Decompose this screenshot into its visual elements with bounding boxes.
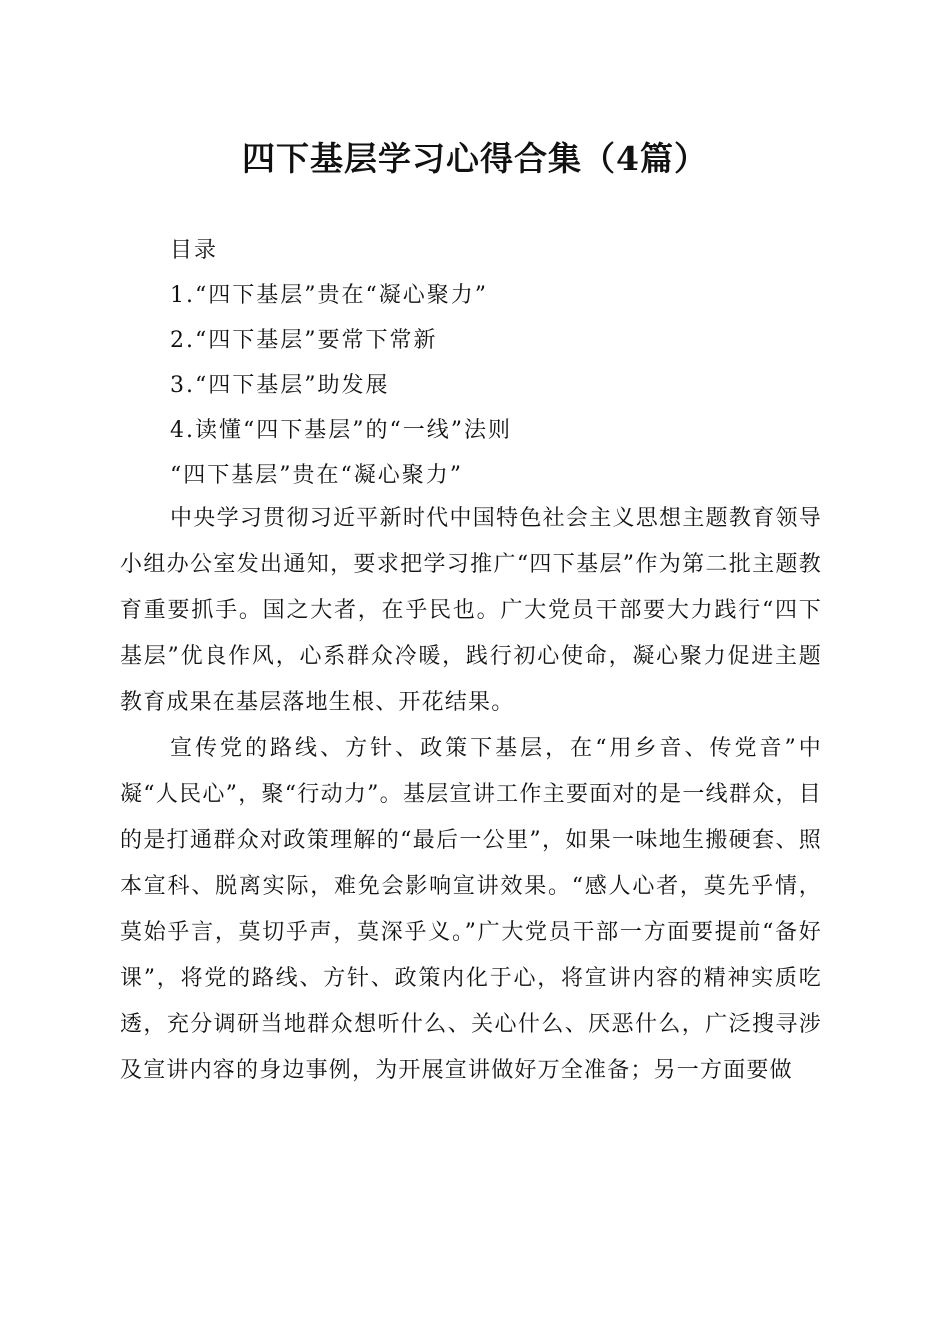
document-title: 四下基层学习心得合集（4篇）: [242, 139, 708, 178]
paragraph: 中央学习贯彻习近平新时代中国特色社会主义思想主题教育领导小组办公室发出通知，要求把学习推广“四下基层”作为第二批主题教育重要抓手。国之大者，在乎民也。广大党员干部要大力践行“四下基层”优良作风，心系群众冷暖，践行初心使命，凝心聚力促进主题教育成果在基层落地生根、开花结果。: [120, 506, 822, 715]
table-of-contents: [170, 228, 830, 498]
toc-item: 4.读懂“四下基层”的“一线”法则: [170, 418, 512, 443]
section-title: “四下基层”贵在“凝心聚力”: [170, 463, 463, 488]
toc-item: 3.“四下基层”助发展: [170, 373, 390, 398]
toc-item: 1.“四下基层”贵在“凝心聚力”: [170, 283, 488, 308]
toc-heading: 目录: [170, 238, 219, 263]
body-text: [120, 496, 822, 1094]
paragraph: 宣传党的路线、方针、政策下基层，在“用乡音、传党音”中凝“人民心”，聚“行动力”。基层宣讲工作主要面对的是一线群众，目的是打通群众对政策理解的“最后一公里”，如果一味地生搬硬套、照本宣科、脱离实际，难免会影响宣讲效果。“感人心者，莫先乎情，莫始乎言，莫切乎声，莫深乎义。”广大党员干部一方面要提前“备好课”，将党的路线、方针、政策内化于心，将宣讲内容的精神实质吃透，充分调研当地群众想听什么、关心什么、厌恶什么，广泛搜寻涉及宣讲内容的身边事例，为开展宣讲做好万全准备；另一方面要做: [120, 736, 822, 1083]
toc-item: 2.“四下基层”要常下常新: [170, 328, 438, 353]
